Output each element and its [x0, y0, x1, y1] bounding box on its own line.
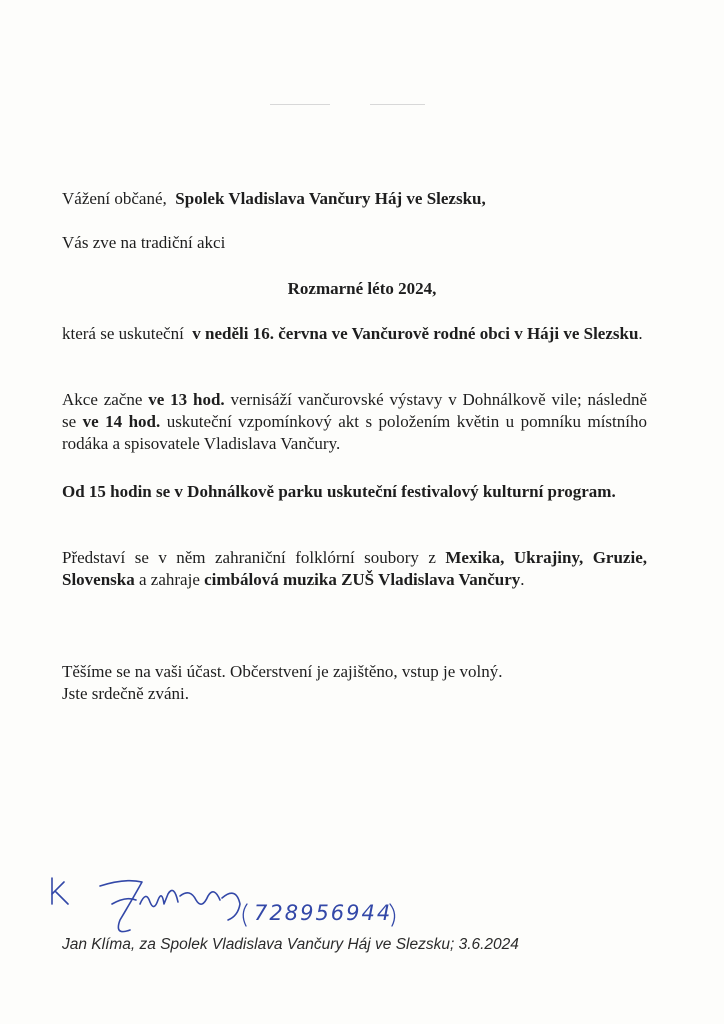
when-date-place: v neděli 16. června ve Vančurově rodné obci v Háji	[192, 324, 560, 343]
closing-line-2: Jste srdečně zváni.	[62, 684, 189, 703]
program-time1: ve 13 hod.	[148, 390, 225, 409]
greeting-prefix: Vážení občané,	[62, 189, 167, 208]
performers-part2: a zahraje	[139, 570, 200, 589]
program-part2: vernisáží vančurovské výstavy v Dohnálkově vile; následně se	[62, 390, 647, 431]
when-suffix: .	[638, 324, 643, 343]
program-time2: ve 14 hod.	[82, 412, 161, 431]
scan-artifact	[270, 104, 330, 105]
organization-name: Spolek Vladislava Vančury Háj ve Slezsku,	[175, 189, 486, 208]
invite-line: Vás zve na tradiční akci	[62, 233, 226, 252]
when-where-paragraph	[62, 323, 647, 345]
performers-countries: Mexika, Ukrajiny, Gruzie, Slovenska	[62, 548, 647, 589]
closing-line-1: Těšíme se na vaši účast. Občerstvení je zajištěno, vstup je volný.	[62, 662, 503, 681]
performers-part1: Představí se v něm zahraniční folklórní soubory z	[62, 548, 436, 567]
festival-paragraph: Od 15 hodin se v Dohnálkově parku uskuteční festivalový kulturní program.	[62, 482, 616, 501]
performers-band: cimbálová muzika ZUŠ Vladislava Vančury	[204, 570, 521, 589]
svg-text:728956944: 728956944	[254, 901, 393, 925]
signature-line: Jan Klíma, za Spolek Vladislava Vančury Háj ve Slezsku; 3.6.2024	[62, 936, 519, 953]
program-paragraph	[62, 389, 647, 455]
program-part1: Akce začne	[62, 390, 143, 409]
event-title: Rozmarné léto 2024,	[287, 279, 437, 298]
greeting	[62, 188, 486, 210]
scan-artifact	[370, 104, 425, 105]
when-prefix: která se uskuteční	[62, 324, 184, 343]
program-part3: uskuteční vzpomínkový akt s položením květin u pomníku místního rodáka a spisovatele Vladislava Vančury.	[62, 412, 647, 453]
performers-end: .	[520, 570, 525, 589]
when-place-end: ve Slezsku	[563, 324, 639, 343]
performers-paragraph	[62, 547, 647, 591]
